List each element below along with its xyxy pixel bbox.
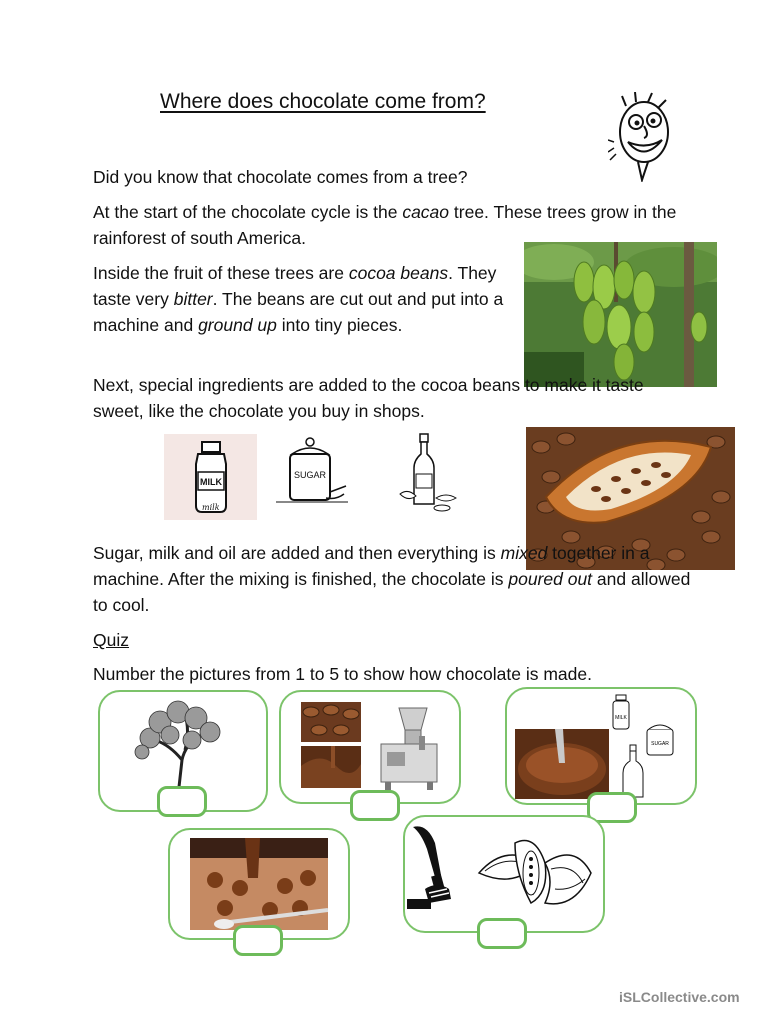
mixing-chocolate-photo (515, 729, 609, 799)
milk-bottle-image (164, 434, 257, 520)
paragraph-mixing (93, 540, 693, 618)
mini-milk-text: MILK (615, 715, 627, 721)
chocolate-mold-photo (190, 838, 328, 930)
quiz-card-pouring (168, 828, 350, 940)
p2-text-c: . They taste very (93, 263, 497, 309)
mini-oil-icon (619, 743, 647, 799)
quiz-card-harvest (403, 815, 605, 933)
cocoa-pods-sketch (475, 833, 595, 915)
paragraph-cocoa-beans (93, 260, 508, 338)
p2-text-g: into tiny pieces. (276, 315, 403, 335)
answer-box-pouring[interactable] (233, 925, 283, 956)
milk-script-text: milk (202, 503, 220, 512)
watermark: iSLCollective.com (619, 989, 740, 1005)
p4-em-mixed: mixed (500, 543, 548, 563)
p4-text-e: and allowed to cool. (93, 569, 691, 615)
grinding-machine-image (369, 704, 449, 790)
quiz-card-mixing (505, 687, 697, 805)
machete-hand-image (407, 823, 465, 909)
milk-label-text: MILK (200, 477, 222, 487)
answer-box-grinding[interactable] (350, 790, 400, 821)
mini-milk-icon (607, 693, 635, 733)
p1-text-a: At the start of the chocolate cycle is the (93, 202, 403, 222)
quiz-heading: Quiz (93, 630, 129, 650)
p2-text-e: . The beans are cut out and put into a machine and (93, 289, 504, 335)
mini-sugar-icon (641, 719, 681, 759)
melted-chocolate-photo (301, 746, 361, 788)
cartoon-face-icon (608, 92, 678, 182)
p2-em-ground-up: ground up (198, 315, 277, 335)
cacao-tree-photo (524, 242, 717, 387)
quiz-instruction: Number the pictures from 1 to 5 to show how chocolate is made. (93, 664, 592, 684)
sugar-jar-image (272, 434, 350, 510)
intro-text: Did you know that chocolate comes from a tree? (93, 167, 468, 187)
sugar-label-text: SUGAR (293, 470, 327, 480)
oil-bottle-image (392, 432, 460, 512)
paragraph-ingredients: Next, special ingredients are added to the cocoa beans to make it taste sweet, like the chocolate you buy in shops. (93, 375, 644, 421)
p4-em-poured-out: poured out (508, 569, 593, 589)
p2-em-bitter: bitter (173, 289, 213, 309)
page-title: Where does chocolate come from? (160, 90, 486, 113)
p4-text-a: Sugar, milk and oil are added and then everything is (93, 543, 501, 563)
p2-text-a: Inside the fruit of these trees are (93, 263, 349, 283)
quiz-card-grinding (279, 690, 461, 804)
p2-em-cocoa-beans: cocoa beans (348, 263, 449, 283)
mini-sugar-text: SUGAR (651, 741, 669, 747)
answer-box-harvest[interactable] (477, 918, 527, 949)
p4-text-c: together in a machine. After the mixing is finished, the chocolate is (93, 543, 650, 589)
p1-em-cacao: cacao (402, 202, 450, 222)
p1-text-c: tree. These trees grow in the rainforest of south America. (93, 202, 677, 248)
cocoa-beans-photo (301, 702, 361, 742)
answer-box-tree[interactable] (157, 786, 207, 817)
tree-sketch-image (130, 700, 230, 800)
